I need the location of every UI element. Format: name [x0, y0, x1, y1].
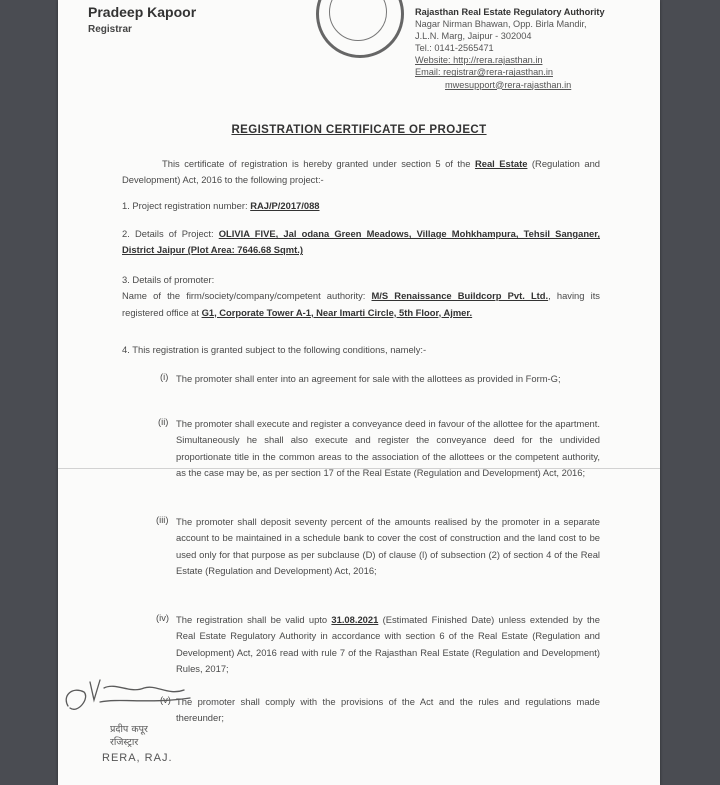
authority-stamp: RERA, RAJ. — [102, 752, 173, 764]
project-details: 2. Details of Project: OLIVIA FIVE, Jal odana Green Meadows, Village Mohkhampura, Tehsil Sanganer, District Jaipur (Plot Area: 7646.68 Sqmt.) — [122, 228, 600, 256]
address-line: J.L.N. Marg, Jaipur - 302004 — [415, 31, 532, 42]
condition-text: The promoter shall deposit seventy percent of the amounts realised by the promoter in a separate account to be maintained in a schedule bank to cover the cost of construction and the land cost to be used only for that purpose as per subclause (D) of clause (l) of subsection (2) of section 4 of the Real Estate (Regulation and Development) Act, 2016; — [176, 516, 600, 576]
intro-paragraph: This certificate of registration is hereby granted under section 5 of the Real Estate (Regulation and Development) Act, 2016 to the following project:- — [122, 158, 601, 186]
valid-upto-date: 31.08.2021 — [331, 614, 379, 625]
email-link-secondary[interactable]: mwesupport@rera-rajasthan.in — [445, 79, 572, 90]
document-page — [58, 0, 660, 785]
registration-number-line: 1. Project registration number: RAJ/P/2017/088 — [122, 200, 320, 211]
promoter-address: G1, Corporate Tower A-1, Near Imarti Circle, 5th Floor, Ajmer. — [201, 306, 473, 318]
address-line: Nagar Nirman Bhawan, Opp. Birla Mandir, — [415, 19, 587, 30]
contact-block — [415, 6, 655, 91]
condition-number: (v) — [160, 694, 171, 705]
condition-text: The registration shall be valid upto 31.08.2021 (Estimated Finished Date) unless extended by the Real Estate Regulatory Authority in accordance with section 6 of the Real Estate (Regulation and Development) Act, 2016 read with rule 7 of the Rajasthan Real Estate (Regulation and Development) Rules, 2017; — [176, 614, 600, 674]
signatory-name-hindi: प्रदीप कपूर — [110, 724, 148, 735]
condition-text: The promoter shall comply with the provisions of the Act and the rules and regulations made thereunder; — [176, 696, 600, 724]
registrar-name: Pradeep Kapoor — [88, 4, 197, 20]
condition-text: The promoter shall enter into an agreement for sale with the allottees as provided in Form-G; — [176, 373, 561, 384]
promoter-company: M/S Renaissance Buildcorp Pvt. Ltd. — [371, 290, 549, 302]
authority-name: Rajasthan Real Estate Regulatory Authority — [415, 7, 605, 17]
email-link[interactable]: Email: registrar@rera-rajasthan.in — [415, 67, 553, 78]
signatory-title-hindi: रजिस्ट्रार — [110, 737, 139, 748]
handwritten-signature — [60, 668, 220, 728]
registrar-role: Registrar — [88, 24, 132, 35]
website-link[interactable]: Website: http://rera.rajasthan.in — [415, 55, 543, 66]
project-name: OLIVIA FIVE, Jal odana Green Meadows, Village Mohkhampura, Tehsil Sanganer, District Jaipur (Plot Area: 7646.68 Sqmt.) — [122, 228, 600, 256]
condition-number: (iv) — [156, 612, 170, 623]
condition-text: The promoter shall execute and register a conveyance deed in favour of the allottee for the apartment. Simultaneously he shall also execute and register the conveyance deed for the undivided proportionate title in the common areas to the association of the allottees or the competent authority, as the case may be, as per section 17 of the Real Estate (Regulation and Development) Act, 2016; — [176, 418, 600, 478]
authority-emblem-icon — [316, 0, 404, 58]
promoter-details: 3. Details of promoter: Name of the firm/society/company/competent authority: M/S Renaissance Buildcorp Pvt. Ltd., having its registered office at G1, Corporate Tower A-1, Near Imarti Circle, 5th Floor, Ajmer. — [122, 274, 600, 318]
conditions-intro: 4. This registration is granted subject to the following conditions, namely:- — [122, 344, 427, 355]
telephone: Tel.: 0141-2565471 — [415, 43, 494, 54]
document-title: REGISTRATION CERTIFICATE OF PROJECT — [231, 124, 487, 136]
condition-number: (iii) — [156, 514, 169, 525]
condition-number: (i) — [160, 371, 169, 382]
registration-number: RAJ/P/2017/088 — [250, 200, 320, 211]
condition-number: (ii) — [158, 416, 169, 427]
